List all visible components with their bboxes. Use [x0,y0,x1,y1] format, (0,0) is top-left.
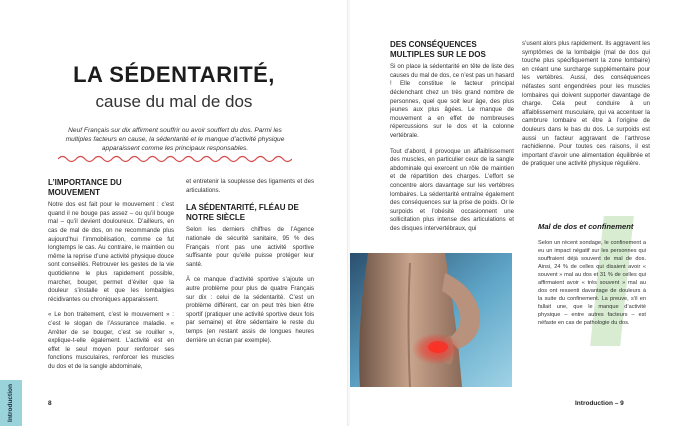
wavy-divider [58,154,292,164]
running-footer: Introduction – 9 [575,400,624,407]
section-heading: LA SÉDENTARITÉ, FLÉAU DE NOTRE SIÈCLE [186,203,299,222]
paragraph: Notre dos est fait pour le mouvement : c’est quand il ne bouge pas assez – ou qu’il bouge mal – qu’il devient douloureux. D’ailleurs, en cas de mal de dos, on ne recommande plus aujourd’hui l’immobilisation, comme ce fut longtemps le cas. Au contraire, le maintien ou même la reprise d’une activité physique douce sont conseillés. Retrouver les gestes de la vie quotidienne le plus rapidement possible, marcher, bouger, permet d’éviter que la douleur s’installe et que les lombalgies récidivantes ou chroniques apparaissent. [48,201,174,303]
intro-text: Neuf Français sur dix affirment souffrir ou avoir souffert du dos. Parmi les multiples facteurs en cause, la sédentarité et le manque d’activité physique apparaissent comme les principaux responsables. [65,127,285,153]
right-column-1 [390,40,514,240]
back-pain-photo [350,253,512,387]
left-page [0,0,348,426]
section-heading: DES CONSÉQUENCES MULTIPLES SUR LE DOS [390,40,486,59]
left-column-2 [186,178,314,352]
chapter-tab-label: Introduction [7,384,14,422]
paragraph: « Le bon traitement, c’est le mouvement » : c’est le slogan de l’Assurance maladie. « Arrêter de se bouger, c’est se rouiller », explique-t-elle également. L’activité est en effet le seul moyen pour renforcer ses fonctions musculaires, renforcer les muscles du dos et de la sangle abdominale, [48,311,174,370]
sidebar-box-title: Mal de dos et confinement [538,222,634,231]
page-subtitle: cause du mal de dos [95,92,253,111]
chapter-tab [0,380,22,426]
paragraph: et entretenir la souplesse des ligaments et des articulations. [186,178,314,194]
paragraph: s’usent alors plus rapidement. Ils aggravent les symptômes de la lombalgie (mal de dos qui touche plus spécifiquement la zone lombaire) en créant une surcharge supplémentaire pour les vertèbres. Aussi, des conséquences néfastes sont engendrées pour les muscles lombaires qui doivent supporter davantage de charge. Cela peut conduire à un affaiblissement musculaire, qui va accentuer la cambrure lombaire et être à l’origine de douleurs dans le bas du dos. Le surpoids est aussi un facteur aggravant de l’arthrose rachidienne. Pour toutes ces raisons, il est important d’avoir une alimentation équilibrée et de pratiquer une activité physique régulière. [522,40,650,168]
paragraph: Si on place la sédentarité en tête de liste des causes du mal de dos, ce n’est pas un hasard ! Elle constitue le facteur principal déclenchant chez un très grand nombre de personnes, quel que soit leur âge, des plus jeunes aux plus âgées. Le manque de mouvement a en effet de nombreuses répercussions sur le dos et la colonne vertébrale. [390,63,514,139]
page-number: 8 [48,400,52,407]
paragraph: Selon les derniers chiffres de l’Agence nationale de sécurité sanitaire, 95 % des Français n’ont pas une activité sportive suffisante pour qu’elle puisse protéger leur santé. [186,226,314,268]
left-column-1 [48,178,174,378]
right-column-2 [522,40,650,176]
sidebar-box-text: Selon un récent sondage, le confinement a eu un impact négatif sur les personnes qui souffraient déjà souvent de mal de dos. Ainsi, 24 % de celles qui disaient avoir « souvent » mal au dos et 31 % de celles qui affirmaient avoir « très souvent » mal au dos ont ressenti davantage de douleurs à la suite du confinement. La preuve, s’il en fallait une, que le manque d’activité physique – entre autres facteurs – est néfaste en cas de pathologie du dos. [538,240,646,326]
paragraph: Tout d’abord, il provoque un affaiblissement des muscles, en particulier ceux de la sangle abdominale qui exercent un rôle de maintien et de répartition des charges. L’effort se concentre alors davantage sur les vertèbres lombaires. La sédentarité entraîne également des conséquences sur la prise de poids. Or le surpoids et l’obésité occasionnent une sollicitation plus intense des articulations et des disques intervertébraux, qui [390,147,514,232]
section-heading: L’IMPORTANCE DU MOUVEMENT [48,178,122,197]
paragraph: À ce manque d’activité sportive s’ajoute un autre problème pour plus de quatre Français sur dix : celui de la sédentarité. C’est un problème différent, car on peut très bien être sportif (pratiquer une activité sportive deux fois par semaine) et être sédentaire le reste du temps (en restant assis de longues heures derrière un écran par exemple). [186,276,314,344]
page-title: LA SÉDENTARITÉ, [73,62,275,87]
